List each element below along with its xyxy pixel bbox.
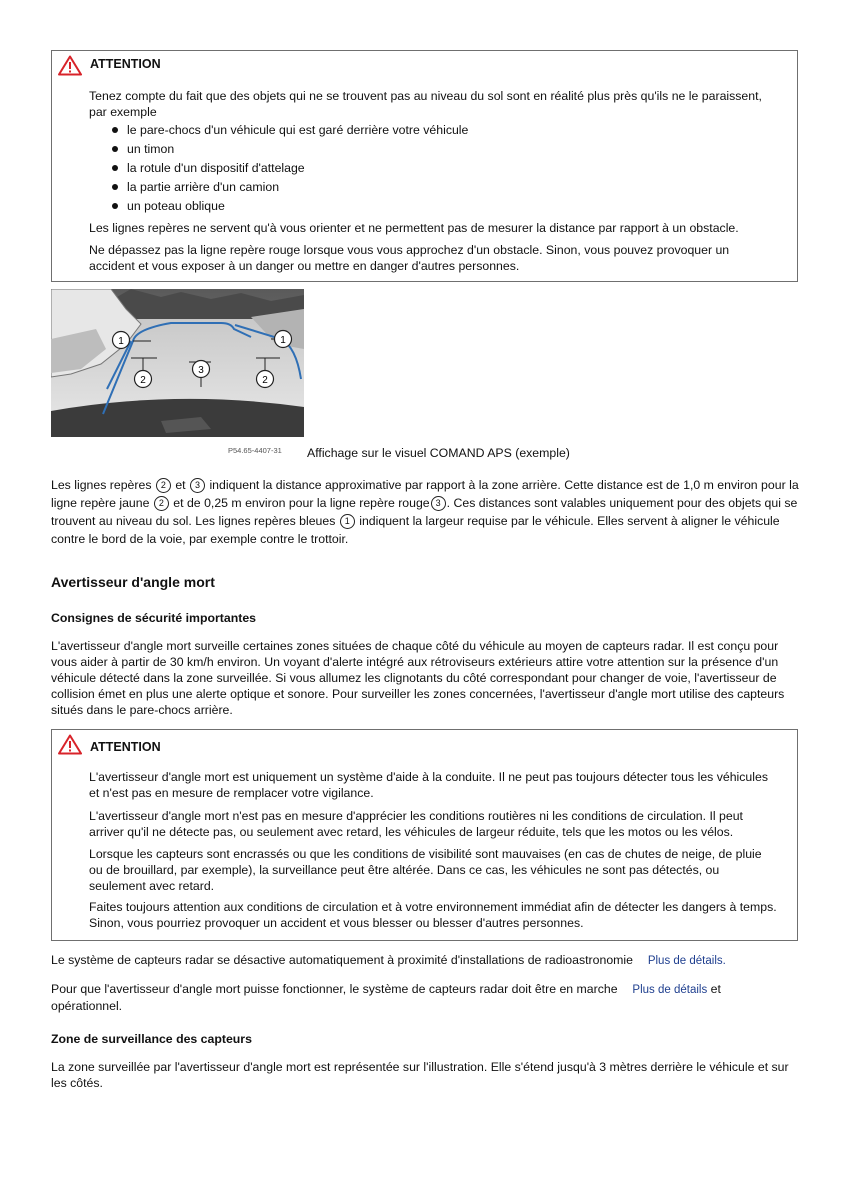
warning-triangle-icon [58, 55, 82, 76]
text: et [710, 982, 721, 996]
rear-camera-image [51, 289, 304, 437]
rear-camera-figure [51, 289, 304, 437]
list-item: la rotule d'un dispositif d'attelage [111, 161, 468, 180]
warning-paragraph: Les lignes repères ne servent qu'à vous orienter et ne permettent pas de mesurer la distance par rapport à un obstacle. [89, 221, 739, 235]
text: indiquent la largeur requise par le véhicule. Elles servent à aligner le véhicule contre le bord de la voie, par exemple contre le trottoir. [51, 514, 780, 546]
callout-label: 1 [118, 336, 124, 347]
callout-2-left [135, 371, 152, 388]
callout-3-icon: 3 [431, 496, 446, 511]
warning-title: ATTENTION [90, 740, 161, 754]
callout-label: 1 [280, 335, 286, 346]
warning-title: ATTENTION [90, 57, 161, 71]
warning-box-2 [51, 729, 798, 941]
warning-paragraph: L'avertisseur d'angle mort n'est pas en mesure d'apprécier les conditions routières ni les conditions de circulation. Il peut arriver qu'il ne détecte pas, ou seulement avec retard, les véhicules de largeur réduite, tels que les motos ou les vélos. [89, 809, 743, 839]
text: Le système de capteurs radar se désactive automatiquement à proximité d'installations de radioastronomie [51, 953, 633, 967]
callout-label: 3 [198, 365, 204, 376]
subsection-title: Consignes de sécurité importantes [51, 611, 257, 625]
list-item: le pare-chocs d'un véhicule qui est garé derrière votre véhicule [111, 123, 468, 142]
more-details-link[interactable]: Plus de détails [647, 955, 723, 967]
list-item: un timon [111, 142, 468, 161]
text: indiquent la distance approximative par rapport à la zone arrière. Cette distance est de 1,0 m environ pour la ligne repère jaune [51, 478, 799, 510]
callout-label: 2 [140, 375, 146, 386]
figure-caption: Affichage sur le visuel COMAND APS (exemple) [307, 446, 570, 460]
text: opérationnel. [51, 999, 123, 1013]
text: . Ces distances sont valables uniquement pour des objets qui se trouvent au niveau du sol. Les lignes repères bleues [51, 496, 798, 528]
section-title: Avertisseur d'angle mort [51, 574, 215, 590]
guide-lines-paragraph [51, 476, 800, 548]
callout-1-icon: 1 [340, 514, 355, 529]
text: et de 0,25 m environ pour la ligne repère rouge [173, 496, 430, 510]
callout-1-left [113, 332, 130, 349]
callout-3 [193, 361, 210, 378]
text: Les lignes repères [51, 478, 152, 492]
warning-paragraph: Ne dépassez pas la ligne repère rouge lorsque vous vous approchez d'un obstacle. Sinon, vous pouvez provoquer un accident et vous exposer à un danger ou mettre en danger d'autres personnes. [89, 243, 730, 273]
warning-box-1 [51, 50, 798, 282]
warning-list [111, 123, 468, 218]
zone-paragraph: La zone surveillée par l'avertisseur d'angle mort est représentée sur l'illustration. Elle s'étend jusqu'à 3 mètres derrière le véhicule et sur les côtés. [51, 1060, 789, 1090]
callout-2-icon: 2 [154, 496, 169, 511]
subsection-title: Zone de surveillance des capteurs [51, 1032, 252, 1046]
callout-label: 2 [262, 375, 268, 386]
link-suffix: . [722, 955, 726, 967]
operational-paragraph [51, 981, 800, 1014]
warning-triangle-icon [58, 734, 82, 755]
safety-paragraph: L'avertisseur d'angle mort surveille certaines zones situées de chaque côté du véhicule au moyen de capteurs radar. Il est conçu pour vous aider à partir de 30 km/h environ. Un voyant d'alerte intégré aux rétroviseurs extérieurs attire votre attention sur la présence d'un véhicule détecté dans la zone surveillée. Si vous allumez les clignotants du côté correspondant pour changer de voie, l'avertisseur de collision émet en plus une alerte optique et sonore. Pour surveiller les zones concernées, l'avertisseur d'angle mort utilise des capteurs situés dans le pare-chocs arrière. [51, 639, 785, 717]
warning-paragraph: L'avertisseur d'angle mort est uniquement un système d'aide à la conduite. Il ne peut pas toujours détecter tous les véhicules et n'est pas en mesure de remplacer votre vigilance. [89, 770, 768, 800]
callout-2-icon: 2 [156, 478, 171, 493]
text: Pour que l'avertisseur d'angle mort puisse fonctionner, le système de capteurs radar doit être en marche [51, 982, 618, 996]
figure-code: P54.65-4407-31 [228, 446, 282, 455]
warning-paragraph: Lorsque les capteurs sont encrassés ou que les conditions de visibilité sont mauvaises (en cas de chutes de neige, de pluie ou de brouillard, par exemple), la surveillance peut être altérée. Dans ce cas, les véhicules ne sont pas détectés, ou seulement avec retard. [89, 847, 762, 893]
list-item: la partie arrière d'un camion [111, 180, 468, 199]
more-details-link[interactable]: Plus de détails [632, 984, 708, 996]
warning-intro: Tenez compte du fait que des objets qui ne se trouvent pas au niveau du sol sont en réalité plus près qu'ils ne le paraissent, par exemple [89, 89, 762, 119]
list-item: un poteau oblique [111, 199, 468, 218]
radioastronomy-paragraph [51, 952, 800, 969]
callout-1-right [275, 331, 292, 348]
callout-2-right [257, 371, 274, 388]
callout-3-icon: 3 [190, 478, 205, 493]
warning-paragraph: Faites toujours attention aux conditions de circulation et à votre environnement immédiat afin de détecter les dangers à temps. Sinon, vous pourriez provoquer un accident et vous blesser ou blesser d'autres personnes. [89, 900, 777, 930]
text: et [175, 478, 186, 492]
